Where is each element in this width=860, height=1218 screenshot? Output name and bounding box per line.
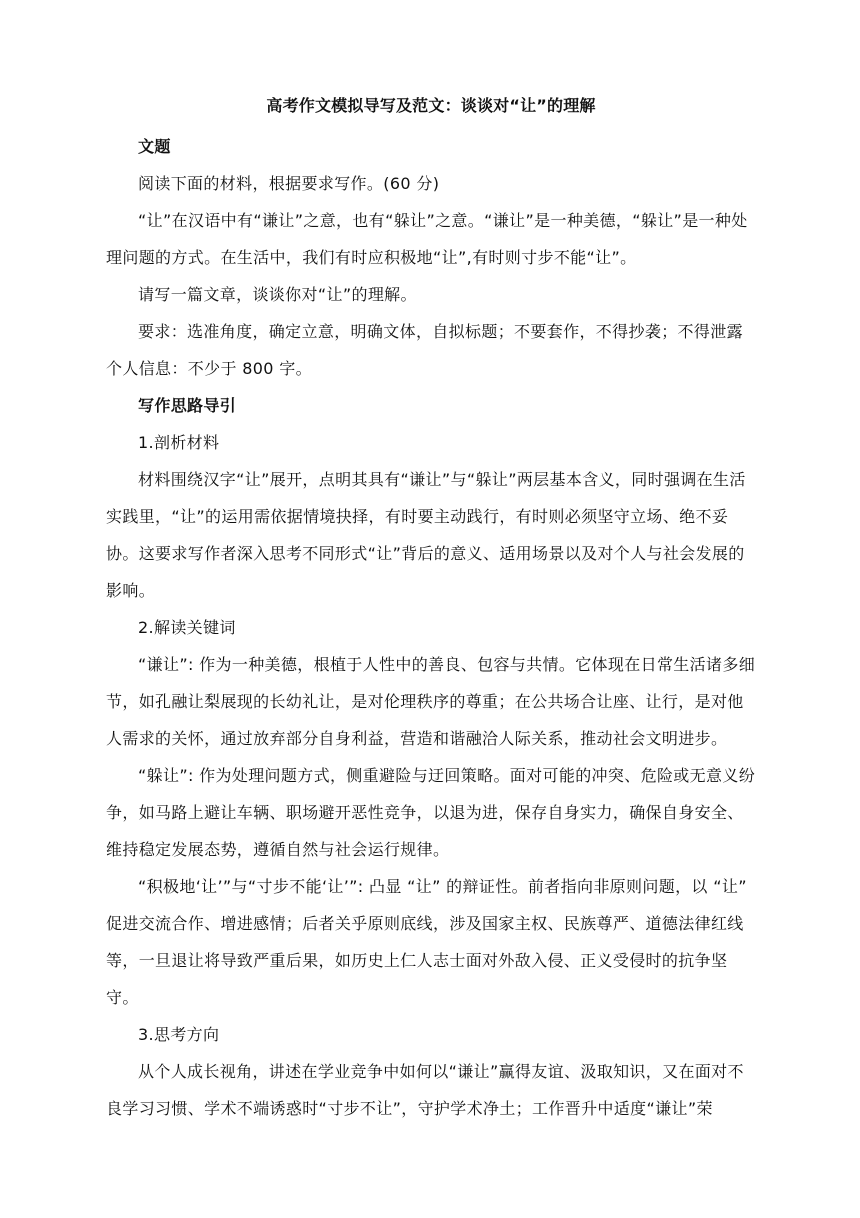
- section-heading-analyze-material: 1.剖析材料: [138, 433, 220, 452]
- document-title: 高考作文模拟导写及范文：谈谈对“让”的理解: [266, 96, 596, 115]
- section-heading-directions: 3.思考方向: [138, 1025, 220, 1044]
- paragraph-direction: 从个人成长视角，讲述在学业竞争中如何以“谦让”赢得友谊、汲取知识，又在面对不良学习习惯、学术不端诱惑时“寸步不让”，守护学术净土；工作晋升中适度“谦让”荣: [106, 1062, 744, 1118]
- paragraph-keyword-jiji: “积极地‘让’”与“寸步不能‘让’”: 凸显 “让” 的辩证性。前者指向非原则问题，以 “让” 促进交流合作、增进感情；后者关乎原则底线，涉及国家主权、民族尊严、道德法律红线等，一旦退让将导致严重后果，如历史上仁人志士面对外敌入侵、正义受侵时的抗争坚守。: [106, 877, 747, 1007]
- paragraph-keyword-qianrang: “谦让”: 作为一种美德，根植于人性中的善良、包容与共情。它体现在日常生活诸多细节，如孔融让梨展现的长幼礼让，是对伦理秩序的尊重；在公共场合让座、让行，是对他人需求的关怀，通过放弃部分自身利益，营造和谐融洽人际关系，推动社会文明进步。: [106, 655, 756, 748]
- heading-writing-guide: 写作思路导引: [138, 396, 237, 415]
- paragraph-material: “让”在汉语中有“谦让”之意，也有“躲让”之意。“谦让”是一种美德，“躲让”是一种处理问题的方式。在生活中，我们有时应积极地“让”,有时则寸步不能“让”。: [106, 211, 748, 267]
- paragraph-task: 请写一篇文章，谈谈你对“让”的理解。: [138, 285, 417, 304]
- paragraph-requirement: 要求：选准角度，确定立意，明确文体，自拟标题；不要套作，不得抄袭；不得泄露个人信息：不少于 800 字。: [106, 322, 743, 378]
- heading-wenti: 文题: [138, 137, 171, 156]
- paragraph-instruction: 阅读下面的材料，根据要求写作。(60 分): [138, 174, 440, 193]
- paragraph-keyword-duorang: “躲让”: 作为处理问题方式，侧重避险与迂回策略。面对可能的冲突、危险或无意义纷争，如马路上避让车辆、职场避开恶性竞争，以退为进，保存自身实力，确保自身安全、维持稳定发展态势，遵循自然与社会运行规律。: [106, 766, 756, 859]
- document-body: [106, 91, 756, 1127]
- section-heading-keywords: 2.解读关键词: [138, 618, 236, 637]
- paragraph-analysis: 材料围绕汉字“让”展开，点明其具有“谦让”与“躲让”两层基本含义，同时强调在生活实践里，“让”的运用需依据情境抉择，有时要主动践行，有时则必须坚守立场、绝不妥协。这要求写作者深入思考不同形式“让”背后的意义、适用场景以及对个人与社会发展的影响。: [106, 470, 746, 600]
